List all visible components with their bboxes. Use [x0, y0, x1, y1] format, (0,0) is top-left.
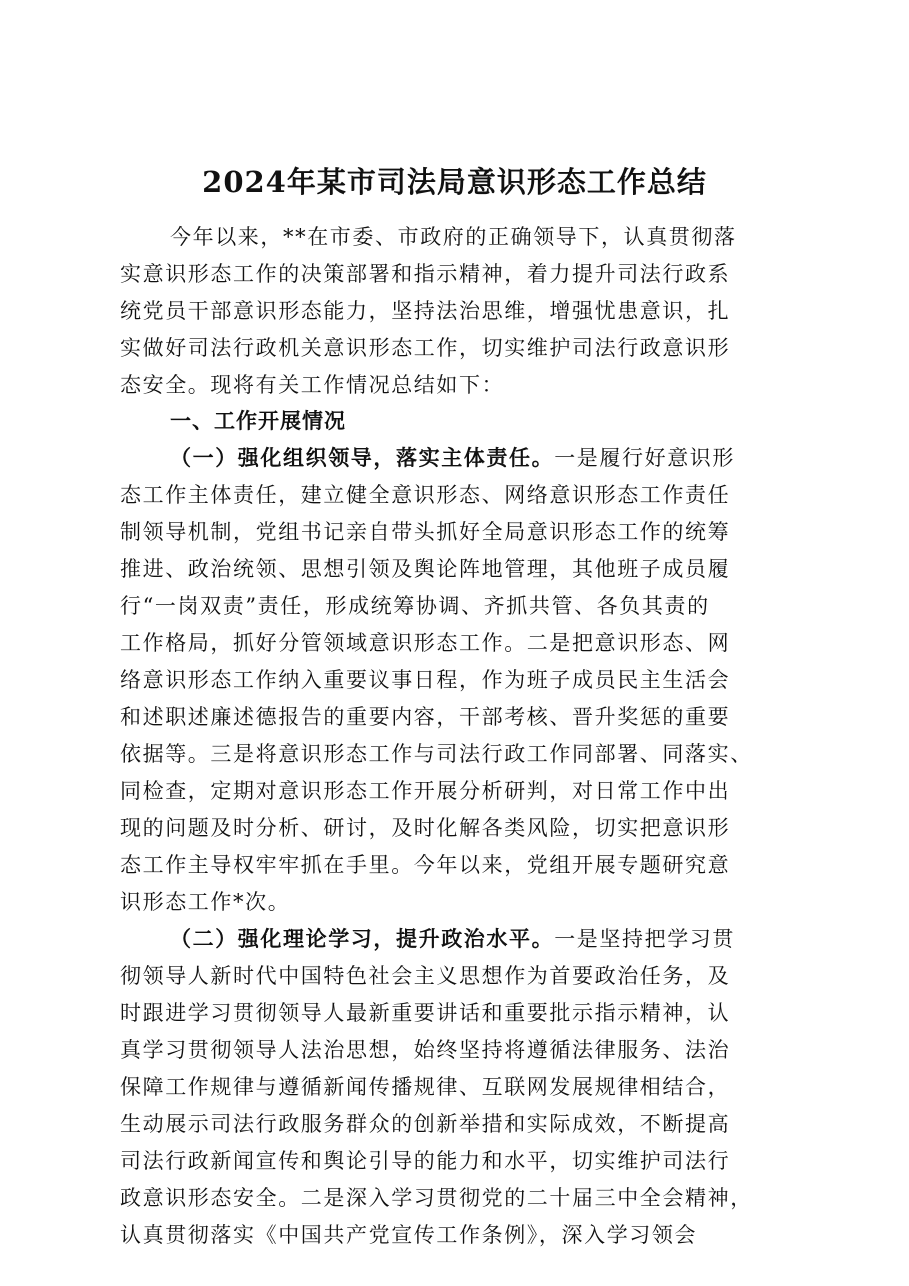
part2-line: 政意识形态安全。二是深入学习贯彻党的二十届三中全会精神，: [120, 1186, 753, 1210]
part2-line: 时跟进学习贯彻领导人最新重要讲话和重要批示指示精神，认: [120, 1001, 731, 1025]
part1-line: 推进、政治统领、思想引领及舆论阵地管理，其他班子成员履: [120, 557, 731, 581]
intro-line-4: 实做好司法行政机关意识形态工作，切实维护司法行政意识形: [120, 336, 731, 360]
part1-line: 制领导机制，党组书记亲自带头抓好全局意识形态工作的统筹: [120, 520, 731, 544]
part2-lead: （二）强化理论学习，提升政治水平。: [170, 926, 555, 951]
part1-line: 态工作主导权牢牢抓在手里。今年以来，党组开展专题研究意: [120, 853, 731, 877]
part2-line: 司法行政新闻宣传和舆论引导的能力和水平，切实维护司法行: [120, 1149, 731, 1173]
part2-line: 认真贯彻落实《中国共产党宣传工作条例》，深入学习领会: [120, 1223, 698, 1247]
intro-line-1: 今年以来，**在市委、市政府的正确领导下，认真贯彻落: [170, 225, 737, 249]
part1-first-rest: 一是履行好意识形: [554, 446, 736, 470]
part1-line: 工作格局，抓好分管领域意识形态工作。二是把意识形态、网: [120, 631, 731, 655]
part2-first-rest: 一是坚持把学习贯: [554, 927, 736, 951]
intro-line-3: 统党员干部意识形态能力，坚持法治思维，增强忧患意识，扎: [120, 299, 731, 323]
part2-line: 彻领导人新时代中国特色社会主义思想作为首要政治任务，及: [120, 964, 731, 988]
intro-line-2: 实意识形态工作的决策部署和指示精神，着力提升司法行政系: [120, 262, 731, 286]
part1-line: 依据等。三是将意识形态工作与司法行政工作同部署、同落实、: [120, 742, 753, 766]
intro-line-5: 态安全。现将有关工作情况总结如下：: [120, 373, 505, 397]
part2-line: 生动展示司法行政服务群众的创新举措和实际成效，不断提高: [120, 1112, 731, 1136]
part1-line: 现的问题及时分析、研讨，及时化解各类风险，切实把意识形: [120, 816, 731, 840]
part2-line: 保障工作规律与遵循新闻传播规律、互联网发展规律相结合，: [120, 1075, 731, 1099]
document-title: 2024年某市司法局意识形态工作总结: [202, 165, 707, 199]
part1-lead: （一）强化组织领导，落实主体责任。: [170, 445, 555, 470]
part1-line: 同检查，定期对意识形态工作开展分析研判，对日常工作中出: [120, 779, 731, 803]
part1-line: 识形态工作*次。: [120, 890, 291, 914]
part1-line: 行“一岗双责”责任，形成统筹协调、齐抓共管、各负其责的: [120, 594, 710, 618]
part1-line: 络意识形态工作纳入重要议事日程，作为班子成员民主生活会: [120, 668, 731, 692]
part1-line: 态工作主体责任，建立健全意识形态、网络意识形态工作责任: [120, 483, 731, 507]
section-heading: 一、工作开展情况: [170, 409, 346, 433]
part2-line: 真学习贯彻领导人法治思想，始终坚持将遵循法律服务、法治: [120, 1038, 731, 1062]
part2-first-line: [170, 921, 800, 957]
part1-line: 和述职述廉述德报告的重要内容，干部考核、晋升奖惩的重要: [120, 705, 731, 729]
part1-first-line: [170, 440, 800, 476]
